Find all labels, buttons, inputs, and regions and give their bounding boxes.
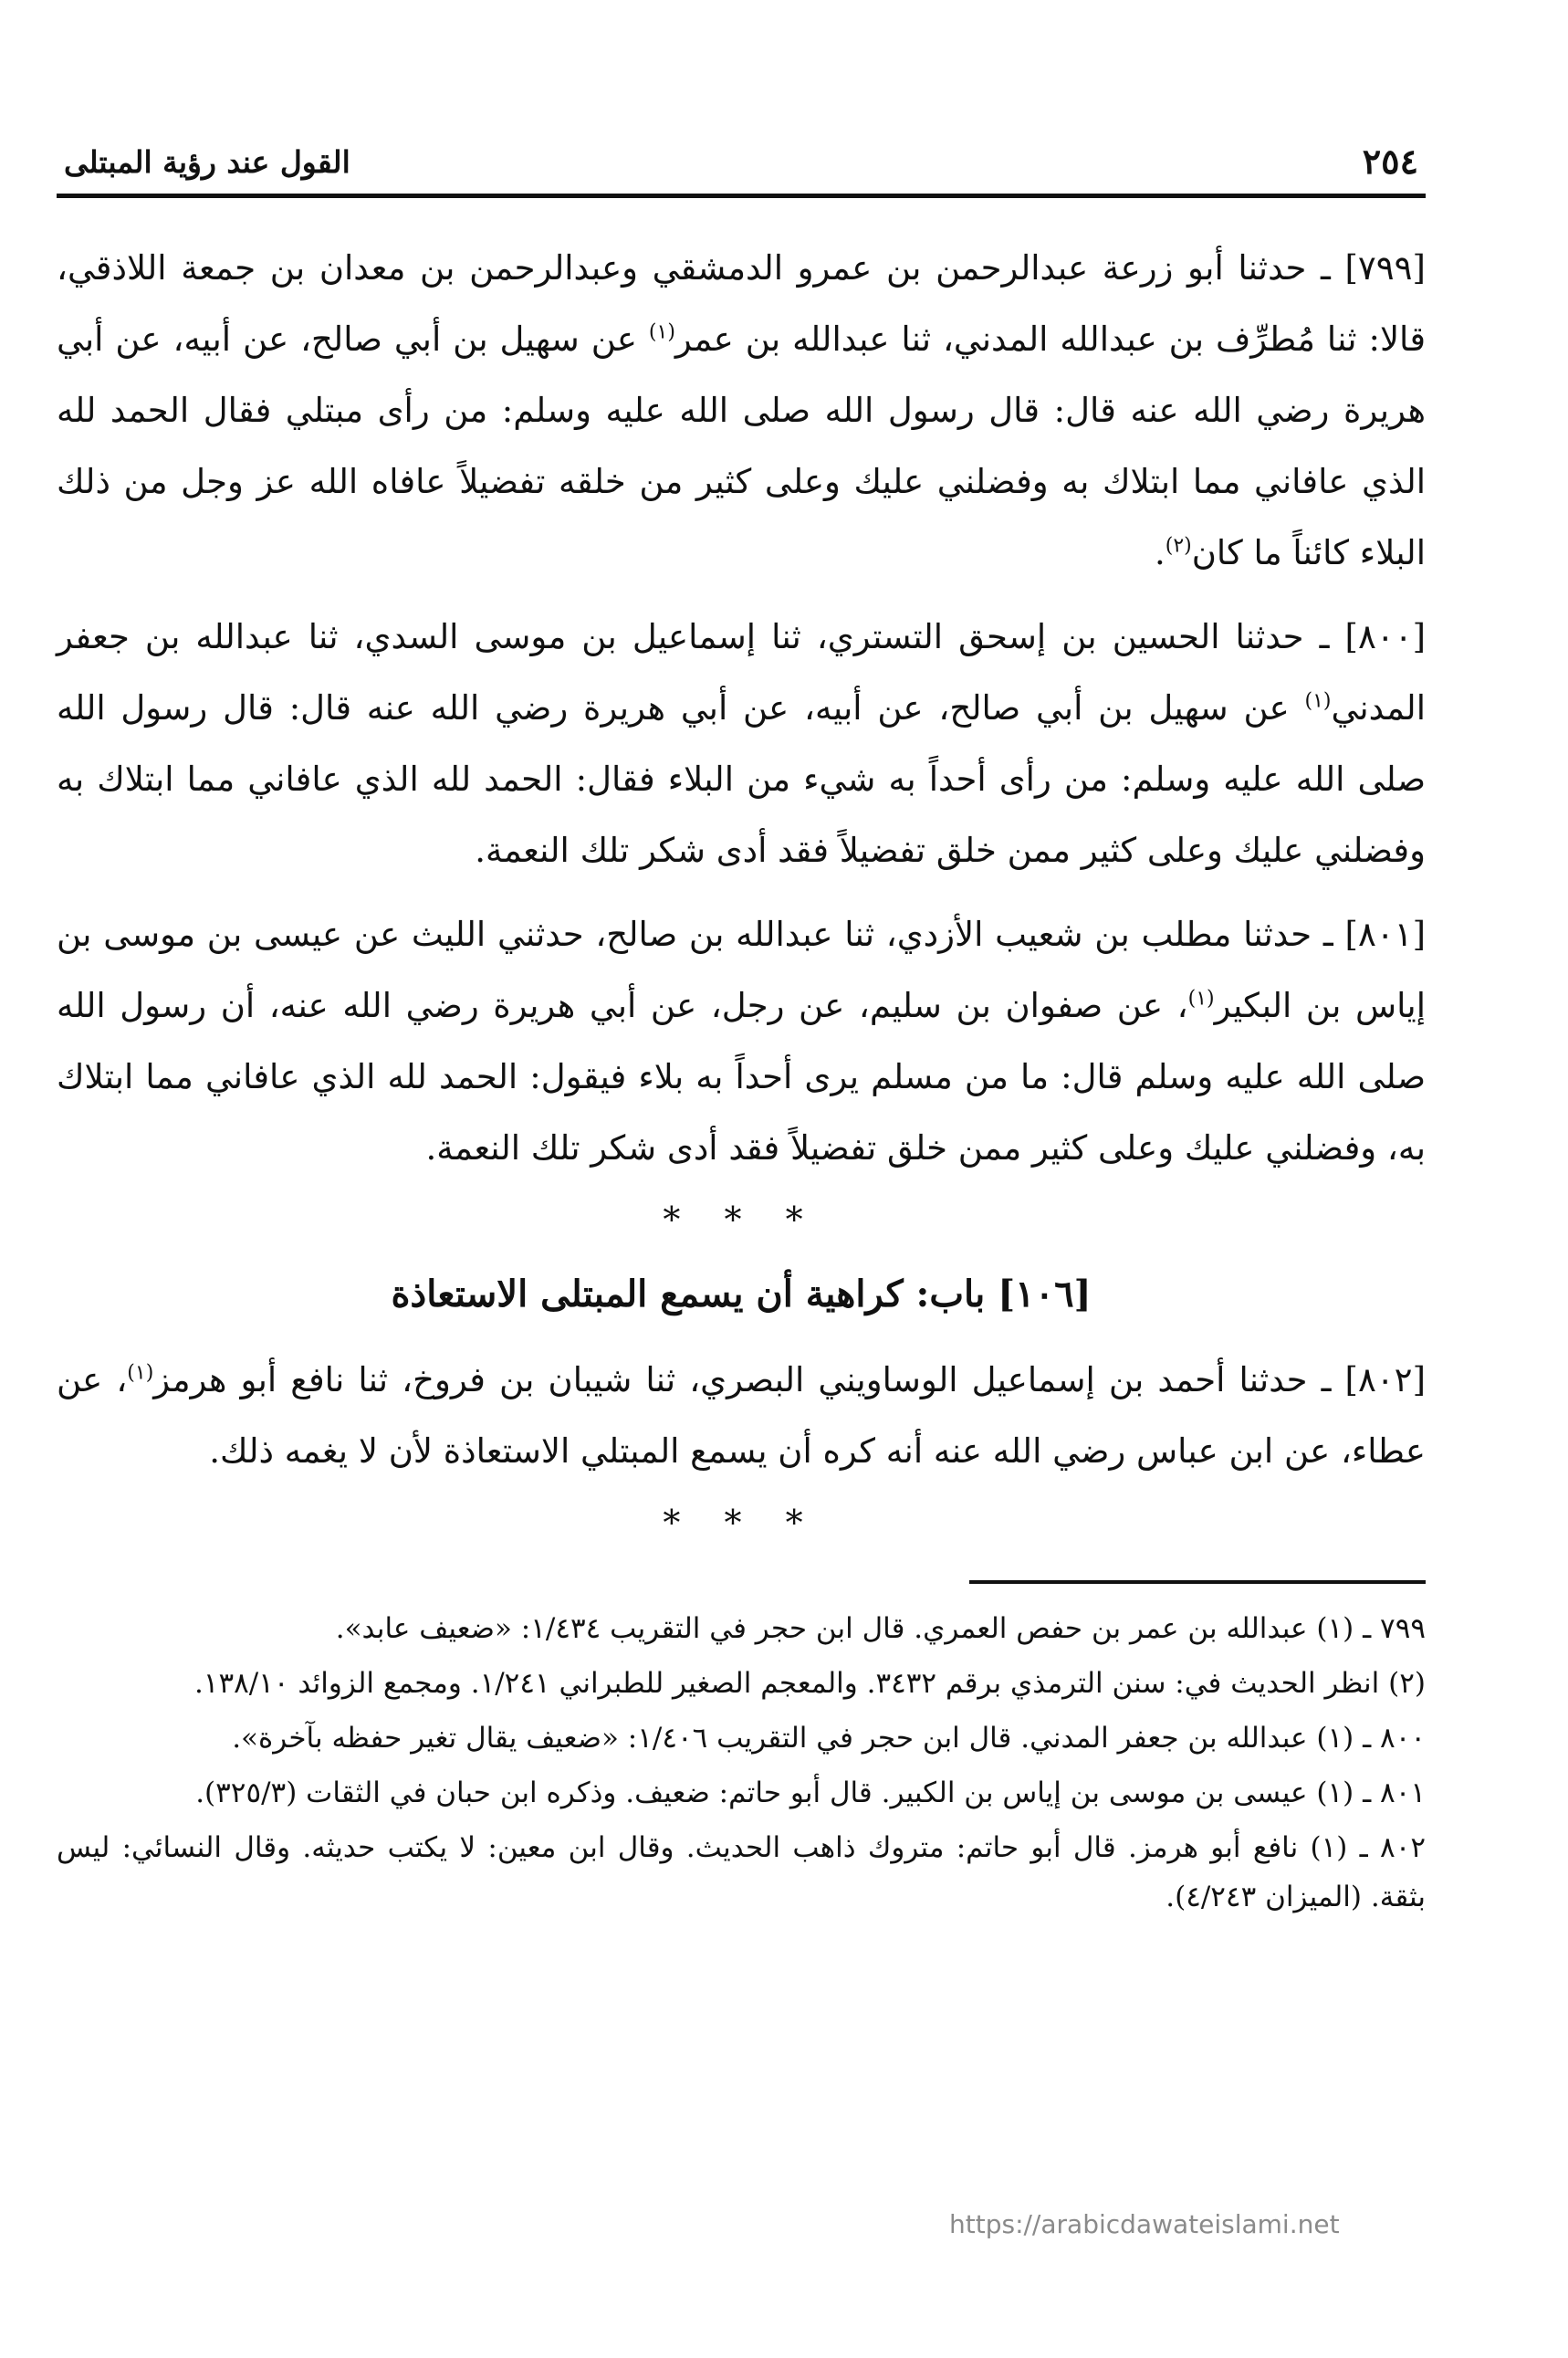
watermark: https://arabicdawateislami.net [949, 2209, 1340, 2239]
hadith-number: [٨٠٠] [1344, 617, 1427, 656]
book-page [57, 137, 1426, 1927]
hadith-802 [57, 1345, 1426, 1487]
footnote-ref: (٢) [1165, 534, 1192, 558]
section-separator: * * * [663, 1503, 820, 1543]
hadith-801 [57, 899, 1426, 1184]
footnote: ٨٠٢ ـ (١) نافع أبو هرمز. قال أبو حاتم: متروك ذاهب الحديث. وقال ابن معين: لا يكتب حديثه. وقال النسائي: ليس بثقة. (الميزان ٤/٢٤٣). [57, 1831, 1426, 1913]
footnote: ٧٩٩ ـ (١) عبدالله بن عمر بن حفص العمري. قال ابن حجر في التقريب ١/٤٣٤: «ضعيف عابد». [335, 1612, 1426, 1645]
hadith-text: ـ حدثنا أبو زرعة عبدالرحمن بن عمرو الدمشقي وعبدالرحمن بن معدان بن جمعة اللاذقي، قالا: ثنا مُطرِّف بن عبدالله المدني، ثنا عبدالله بن عمر [57, 248, 1427, 359]
footnotes [57, 1580, 1426, 1922]
footnote-ref: (١) [1187, 987, 1215, 1011]
footnote-ref: (١) [648, 320, 675, 344]
footnote-ref: (١) [1304, 689, 1332, 713]
footnote-divider [969, 1580, 1426, 1584]
hadith-799 [57, 233, 1426, 589]
hadith-text: ـ حدثنا مطلب بن شعيب الأزدي، ثنا عبدالله بن صالح، حدثني الليث عن عيسى بن موسى بن إياس بن البكير [57, 915, 1427, 1025]
hadith-number: [٧٩٩] [1344, 248, 1426, 288]
hadith-number: [٨٠٢] [1344, 1360, 1426, 1399]
hadith-text: عن سهيل بن أبي صالح، عن أبيه، عن أبي هريرة رضي الله عنه قال: قال رسول الله صلى الله عليه وسلم: من رأى مبتلي فقال الحمد لله الذي عافاني مما ابتلاك به وفضلني عليك وعلى كثير من خلقه تفضيلاً عافاه الله عز وجل من ذلك البلاء كائناً ما كان [57, 320, 1426, 572]
hadith-text: ، عن عطاء، عن ابن عباس رضي الله عنه أنه كره أن يسمع المبتلي الاستعاذة لأن لا يغمه ذلك. [57, 1360, 1426, 1471]
section-separator: * * * [663, 1200, 820, 1240]
hadith-text: ، عن صفوان بن سليم، عن رجل، عن أبي هريرة رضي الله عنه، أن رسول الله صلى الله عليه وسلم قال: ما من مسلم يرى أحداً به بلاء فيقول: الحمد لله الذي عافاني مما ابتلاك به، وفضلني عليك وعلى كثير ممن خلق تفضيلاً فقد أدى شكر تلك النعمة. [57, 986, 1426, 1168]
page-number: ٢٥٤ [1362, 141, 1418, 182]
running-title: القول عند رؤية المبتلى [64, 144, 350, 180]
main-text [57, 233, 1426, 1546]
hadith-text: ـ حدثنا أحمد بن إسماعيل الوساويني البصري، ثنا شيبان بن فروخ، ثنا نافع أبو هرمز [153, 1360, 1332, 1399]
hadith-number: [٨٠١] [1344, 915, 1426, 954]
hadith-text: عن سهيل بن أبي صالح، عن أبيه، عن أبي هريرة رضي الله عنه قال: قال رسول الله صلى الله عليه وسلم: من رأى أحداً به شيء من البلاء فقال: الحمد لله الذي عافاني مما ابتلاك به وفضلني عليك وعلى كثير ممن خلق تفضيلاً فقد أدى شكر تلك النعمة. [57, 688, 1426, 870]
hadith-end: . [1154, 533, 1166, 572]
footnote-ref: (١) [127, 1361, 154, 1385]
hadith-text: ـ حدثنا الحسين بن إسحق التستري، ثنا إسماعيل بن موسى السدي، ثنا عبدالله بن جعفر المدني [57, 617, 1426, 728]
footnote: (٢) انظر الحديث في: سنن الترمذي برقم ٣٤٣٢. والمعجم الصغير للطبراني ١/٢٤١. ومجمع الزوائد ١٣٨/١٠. [193, 1667, 1426, 1700]
chapter-title: [١٠٦] باب: كراهية أن يسمع المبتلى الاستعاذة [391, 1273, 1092, 1315]
hadith-800 [57, 602, 1426, 886]
footnote: ٨٠٠ ـ (١) عبدالله بن جعفر المدني. قال ابن حجر في التقريب ١/٤٠٦: «ضعيف يقال تغير حفظه بآخرة». [232, 1722, 1426, 1755]
page-header [57, 137, 1426, 198]
footnote: ٨٠١ ـ (١) عيسى بن موسى بن إياس بن الكبير. قال أبو حاتم: ضعيف. وذكره ابن حبان في الثقات (٣٢٥/٣). [195, 1776, 1426, 1809]
